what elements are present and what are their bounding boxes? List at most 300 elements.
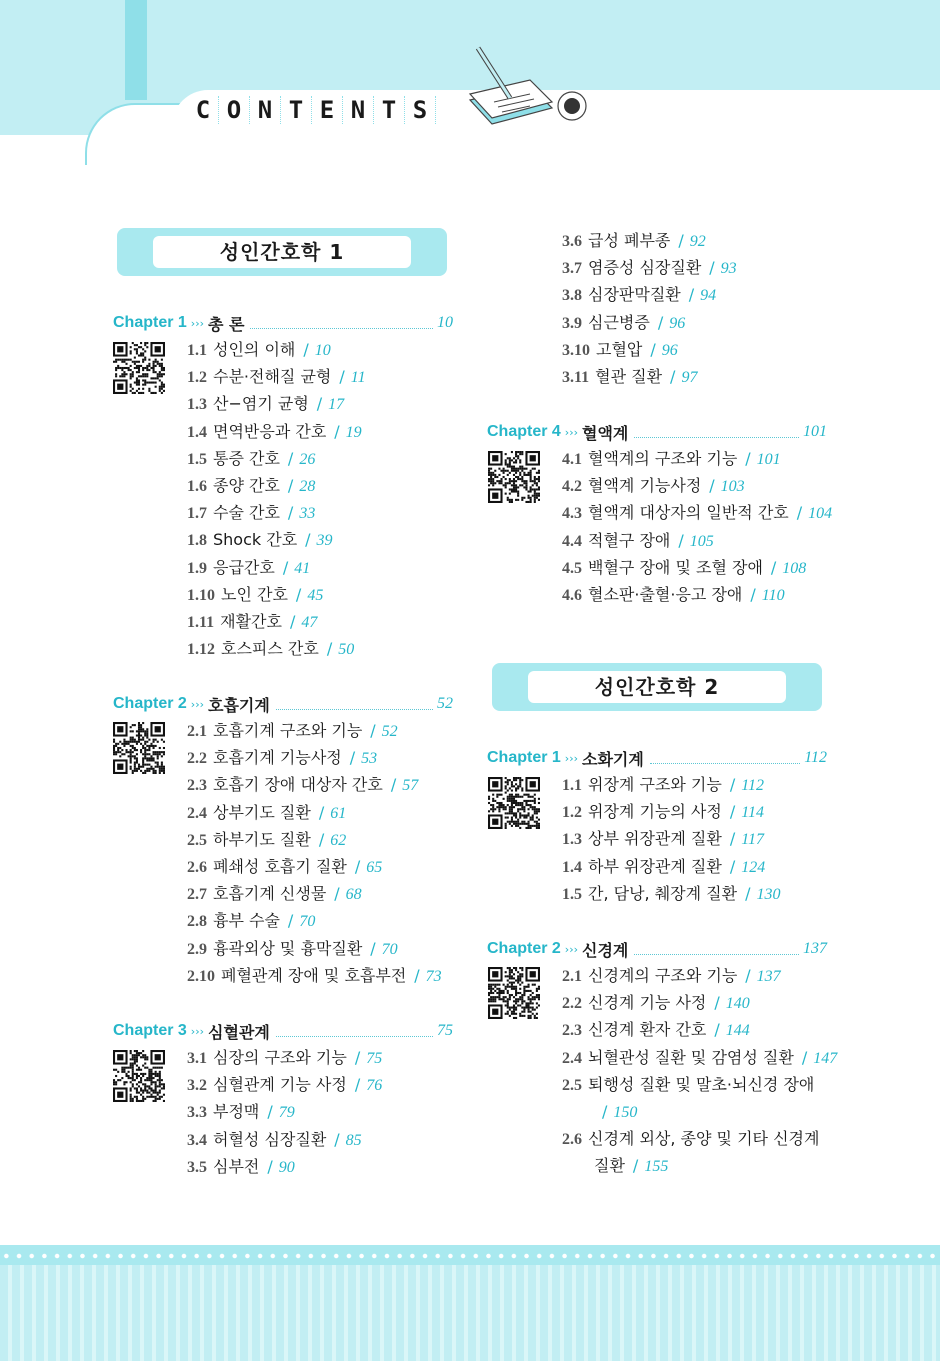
chapter-label: Chapter 3: [113, 1022, 187, 1039]
item-title: 산−염기 균형: [213, 394, 309, 414]
item-title: 흉곽외상 및 흉막질환: [213, 938, 363, 958]
item-title: Shock 간호: [213, 530, 298, 550]
item-number: 2.4: [187, 804, 207, 822]
item-title: 통증 간호: [213, 448, 280, 468]
item-title: 호흡기계 신생물: [213, 884, 327, 904]
item-number: 1.12: [187, 641, 215, 659]
slash-separator: /: [714, 1020, 720, 1040]
item-number: 2.7: [187, 886, 207, 904]
qr-code-icon[interactable]: [113, 342, 165, 394]
item-page: 26: [299, 450, 316, 468]
slash-separator: /: [267, 1102, 273, 1122]
item-page: 62: [330, 831, 347, 849]
qr-code-icon[interactable]: [488, 967, 540, 1019]
slash-separator: /: [354, 1075, 361, 1095]
item-number: 1.1: [187, 342, 207, 359]
item-page: 150: [613, 1104, 638, 1121]
item-title-wrap: 질환: [594, 1156, 625, 1176]
slash-separator: /: [770, 557, 777, 577]
item-page: 108: [782, 559, 807, 577]
chapter-label: Chapter 1: [487, 749, 561, 766]
toc-item[interactable]: [187, 1100, 295, 1124]
toc-item[interactable]: [562, 556, 806, 580]
item-number: 2.2: [562, 995, 582, 1013]
item-page: 104: [808, 505, 833, 523]
slash-separator: /: [349, 748, 356, 768]
slash-separator: /: [287, 476, 294, 495]
item-title: 백혈구 장애 및 조혈 장애: [588, 557, 763, 577]
toc-item[interactable]: [187, 937, 398, 961]
toc-item[interactable]: [562, 964, 781, 988]
item-title: 흉부 수술: [213, 911, 280, 931]
part1-title-box: [117, 228, 447, 276]
item-number: 1.8: [187, 532, 207, 550]
contents-letter: T: [374, 96, 405, 124]
toc-item[interactable]: [562, 1018, 750, 1042]
item-page: 17: [328, 396, 345, 414]
chevrons-icon: ›››: [564, 942, 578, 956]
slash-separator: /: [414, 965, 420, 985]
toc-item-continuation: [594, 1154, 668, 1178]
chapter-page: 101: [803, 423, 827, 440]
item-page: 140: [725, 995, 750, 1013]
toc-item[interactable]: [562, 991, 750, 1015]
item-page: 76: [366, 1077, 383, 1095]
item-number: 2.6: [562, 1131, 582, 1149]
chapter-label: Chapter 4: [487, 423, 561, 440]
toc-item[interactable]: [562, 882, 780, 906]
chapter-heading[interactable]: [487, 747, 827, 769]
slash-separator: /: [729, 775, 736, 794]
contents-letter: S: [405, 96, 436, 124]
item-number: 3.3: [187, 1104, 207, 1122]
toc-item[interactable]: [187, 447, 315, 471]
item-number: 1.4: [187, 423, 207, 441]
toc-item[interactable]: [187, 1155, 295, 1179]
chapter-page: 10: [437, 314, 453, 331]
slash-separator: /: [709, 476, 715, 496]
slash-separator: /: [303, 340, 309, 359]
chevrons-icon: ›››: [190, 697, 204, 711]
item-page: 47: [301, 614, 318, 631]
item-number: 2.8: [187, 913, 207, 931]
item-number: 2.5: [187, 831, 207, 849]
toc-item[interactable]: [187, 1128, 362, 1152]
item-number: 4.6: [562, 587, 582, 604]
chevrons-icon: ›››: [564, 425, 578, 439]
item-title: 면역반응과 간호: [213, 421, 327, 441]
item-page: 117: [741, 831, 765, 849]
item-title: 퇴행성 질환 및 말초·뇌신경 장애: [588, 1074, 815, 1094]
item-title: 심장판막질환: [588, 285, 681, 305]
toc-item[interactable]: [187, 365, 366, 389]
item-page: 39: [316, 532, 333, 550]
slash-separator: /: [295, 584, 302, 604]
item-number: 3.5: [187, 1158, 207, 1176]
slash-separator: /: [678, 530, 684, 550]
item-number: 1.11: [187, 614, 215, 631]
item-page: 155: [644, 1158, 669, 1176]
slash-separator: /: [287, 911, 294, 931]
item-title: 성인의 이해: [213, 340, 296, 359]
item-number: 2.10: [187, 967, 215, 985]
item-number: 4.1: [562, 451, 582, 468]
item-number: 3.9: [562, 314, 582, 332]
toc-item[interactable]: [562, 773, 764, 797]
toc-item[interactable]: [187, 583, 323, 607]
toc-item[interactable]: [562, 855, 765, 879]
item-page: 57: [402, 777, 419, 795]
toc-item[interactable]: [187, 1046, 382, 1070]
slash-separator: /: [282, 557, 289, 577]
qr-code-icon[interactable]: [488, 451, 540, 503]
toc-item[interactable]: [187, 828, 346, 852]
item-title: 혈액계 기능사정: [588, 476, 702, 496]
item-number: 1.1: [562, 777, 582, 794]
item-title: 허혈성 심장질환: [213, 1129, 327, 1149]
slash-separator: /: [729, 829, 736, 849]
chapter-heading[interactable]: [113, 693, 453, 715]
slash-separator: /: [678, 231, 684, 250]
item-title: 혈액계 대상자의 일반적 간호: [588, 503, 789, 523]
item-number: 1.10: [187, 586, 215, 604]
item-title: 심혈관계 기능 사정: [213, 1075, 347, 1095]
item-page: 101: [756, 451, 781, 468]
item-page: 144: [725, 1022, 750, 1040]
toc-item[interactable]: [562, 229, 706, 253]
item-title: 신경계 외상, 종양 및 기타 신경계: [588, 1129, 820, 1149]
item-number: 2.3: [562, 1022, 582, 1040]
slash-separator: /: [729, 802, 736, 822]
slash-separator: /: [602, 1102, 608, 1121]
toc-item[interactable]: [187, 501, 315, 525]
item-title: 혈액계의 구조와 기능: [588, 449, 738, 468]
item-title: 신경계 기능 사정: [588, 993, 707, 1013]
item-page: 50: [338, 641, 355, 659]
slash-separator: /: [709, 258, 715, 278]
slash-separator: /: [632, 1156, 639, 1176]
chapter-page: 75: [437, 1022, 453, 1039]
item-number: 1.5: [562, 885, 582, 903]
item-title: 수분·전해질 균형: [213, 367, 332, 387]
item-title: 혈관 질환: [595, 367, 663, 386]
item-page: 61: [330, 804, 347, 822]
slash-separator: /: [339, 367, 345, 387]
contents-letter: N: [343, 96, 374, 124]
item-page: 53: [361, 750, 378, 768]
contents-letter: N: [250, 96, 281, 124]
item-number: 2.6: [187, 859, 207, 876]
slash-separator: /: [334, 1129, 340, 1149]
item-number: 1.9: [187, 559, 207, 577]
item-title: 재활간호: [220, 612, 282, 631]
toc-item[interactable]: [562, 1127, 819, 1151]
item-page: 10: [314, 342, 331, 359]
toc-item[interactable]: [187, 746, 377, 770]
qr-code-icon[interactable]: [488, 777, 540, 829]
item-number: 1.2: [562, 804, 582, 822]
item-number: 3.6: [562, 233, 582, 250]
header-accent-bar: [125, 0, 147, 100]
item-page: 73: [425, 967, 442, 985]
item-page: 68: [345, 886, 362, 904]
item-page: 90: [278, 1158, 295, 1176]
contents-letter: T: [281, 96, 312, 124]
item-page: 33: [299, 505, 316, 523]
toc-item[interactable]: [187, 637, 354, 661]
item-page: 110: [761, 587, 785, 604]
item-title: 상부기도 질환: [213, 802, 311, 822]
toc-item[interactable]: [562, 827, 764, 851]
toc-item[interactable]: [187, 556, 310, 580]
chapter-page: 52: [437, 695, 453, 712]
chevrons-icon: ›››: [564, 751, 578, 765]
item-page: 79: [278, 1104, 295, 1122]
slash-separator: /: [390, 775, 397, 795]
item-number: 2.3: [187, 777, 207, 795]
qr-code-icon[interactable]: [113, 722, 165, 774]
toc-item[interactable]: [187, 855, 382, 879]
slash-separator: /: [670, 367, 676, 386]
slash-separator: /: [657, 312, 664, 332]
qr-code-icon[interactable]: [113, 1050, 165, 1102]
chapter-heading[interactable]: [487, 421, 827, 443]
item-page: 103: [720, 478, 745, 496]
item-title: 노인 간호: [221, 584, 288, 604]
toc-item[interactable]: [562, 1046, 837, 1070]
toc-item[interactable]: [562, 256, 737, 280]
chapter-label: Chapter 2: [487, 940, 561, 957]
slash-separator: /: [318, 802, 325, 822]
item-page: 70: [299, 913, 316, 931]
item-title: 신경계 환자 간호: [588, 1020, 707, 1040]
part1-title: 성인간호학 1: [153, 236, 411, 268]
chapter-label: Chapter 1: [113, 314, 187, 331]
slash-separator: /: [334, 421, 340, 441]
chapter-name: 신경계: [582, 940, 629, 960]
toc-item[interactable]: [187, 964, 442, 988]
item-page: 147: [813, 1049, 838, 1067]
slash-separator: /: [287, 448, 294, 468]
item-page: 41: [294, 559, 311, 577]
item-page: 19: [345, 423, 362, 441]
toc-item[interactable]: [562, 283, 716, 307]
item-number: 3.10: [562, 341, 590, 359]
slash-separator: /: [745, 883, 751, 903]
toc-item[interactable]: [187, 1073, 382, 1097]
item-number: 4.3: [562, 505, 582, 523]
item-title: 심근병증: [588, 312, 650, 332]
toc-item[interactable]: [562, 501, 832, 525]
toc-item[interactable]: [187, 338, 331, 362]
item-number: 1.3: [562, 831, 582, 849]
item-number: 4.5: [562, 559, 582, 577]
chevrons-icon: ›››: [190, 316, 204, 330]
item-title: 호흡기계 구조와 기능: [213, 721, 363, 740]
item-number: 3.1: [187, 1050, 207, 1067]
slash-separator: /: [354, 1048, 361, 1067]
item-number: 1.5: [187, 450, 207, 468]
item-page: 124: [741, 858, 766, 876]
item-number: 1.7: [187, 505, 207, 523]
item-number: 2.2: [187, 750, 207, 768]
item-number: 2.4: [562, 1049, 582, 1067]
item-number: 2.1: [562, 968, 582, 985]
item-title: 고혈압: [596, 339, 643, 359]
item-page: 112: [741, 777, 765, 794]
item-title: 위장계 구조와 기능: [588, 775, 722, 794]
toc-item[interactable]: [187, 719, 398, 743]
item-page: 65: [366, 859, 383, 876]
chapter-name: 혈액계: [582, 423, 629, 443]
slash-separator: /: [650, 339, 656, 359]
item-number: 1.3: [187, 396, 207, 414]
chapter-name: 심혈관계: [208, 1022, 270, 1042]
leader-dots: [634, 944, 799, 955]
toc-item[interactable]: [562, 800, 764, 824]
toc-item[interactable]: [562, 447, 781, 471]
toc-item[interactable]: [187, 801, 346, 825]
slash-separator: /: [287, 503, 294, 523]
item-number: 1.6: [187, 478, 207, 495]
footer-dots: [0, 1253, 940, 1259]
item-page: 137: [756, 968, 781, 985]
toc-item[interactable]: [562, 338, 678, 362]
item-title: 폐혈관계 장애 및 호흡부전: [221, 965, 407, 985]
item-page: 92: [689, 233, 706, 250]
slash-separator: /: [318, 829, 325, 849]
slash-separator: /: [354, 857, 361, 876]
item-title: 염증성 심장질환: [588, 258, 702, 278]
toc-item[interactable]: [562, 474, 745, 498]
item-title: 뇌혈관성 질환 및 감염성 질환: [588, 1047, 794, 1067]
toc-item[interactable]: [187, 909, 315, 933]
chapter-heading[interactable]: [113, 312, 453, 334]
item-number: 2.9: [187, 940, 207, 958]
leader-dots: [276, 699, 433, 710]
item-title: 종양 간호: [213, 476, 280, 495]
item-page: 52: [381, 723, 398, 740]
slash-separator: /: [796, 503, 803, 523]
contents-letter: E: [312, 96, 343, 124]
chapter-name: 소화기계: [582, 749, 644, 769]
toc-item[interactable]: [187, 528, 333, 552]
item-title: 혈소판·출혈·응고 장애: [588, 585, 743, 604]
item-title: 호흡기계 기능사정: [213, 748, 342, 768]
slash-separator: /: [289, 612, 296, 631]
chapter-page: 137: [803, 940, 827, 957]
item-page: 93: [720, 260, 737, 278]
toc-item[interactable]: [187, 610, 317, 634]
toc-item[interactable]: [562, 529, 714, 553]
item-title: 폐쇄성 호흡기 질환: [213, 857, 347, 876]
slash-separator: /: [714, 993, 720, 1013]
slash-separator: /: [370, 721, 376, 740]
item-page: 28: [299, 478, 316, 495]
book-pen-illustration-icon: [460, 42, 590, 132]
item-title: 급성 폐부종: [588, 231, 671, 250]
chapter-heading[interactable]: [113, 1020, 453, 1042]
chapter-label: Chapter 2: [113, 695, 187, 712]
item-title: 응급간호: [213, 557, 275, 577]
item-page: 96: [661, 341, 678, 359]
item-title: 심부전: [213, 1156, 260, 1176]
item-title: 수술 간호: [213, 503, 280, 523]
chevrons-icon: ›››: [190, 1024, 204, 1038]
toc-item-continuation: [594, 1100, 637, 1124]
item-page: 94: [700, 287, 717, 305]
item-title: 상부 위장관계 질환: [588, 829, 722, 849]
toc-item[interactable]: [187, 474, 315, 498]
item-number: 3.2: [187, 1077, 207, 1095]
slash-separator: /: [745, 966, 751, 985]
item-page: 11: [350, 369, 366, 387]
toc-item[interactable]: [187, 882, 362, 906]
item-number: 1.2: [187, 369, 207, 387]
toc-item[interactable]: [187, 773, 418, 797]
item-page: 97: [681, 369, 698, 386]
toc-item[interactable]: [187, 420, 362, 444]
slash-separator: /: [370, 938, 376, 958]
item-title: 하부기도 질환: [213, 829, 311, 849]
chapter-heading[interactable]: [487, 938, 827, 960]
item-number: 4.2: [562, 478, 582, 496]
slash-separator: /: [326, 639, 333, 659]
toc-item[interactable]: [562, 311, 685, 335]
item-title: 부정맥: [213, 1102, 260, 1122]
leader-dots: [276, 1026, 433, 1037]
item-number: 2.5: [562, 1076, 582, 1094]
slash-separator: /: [688, 285, 695, 305]
item-page: 85: [345, 1131, 362, 1149]
toc-item[interactable]: [562, 365, 697, 389]
slash-separator: /: [334, 884, 340, 904]
item-title: 호스피스 간호: [221, 639, 319, 659]
contents-heading: [188, 96, 436, 124]
chapter-name: 총 론: [208, 314, 245, 334]
slash-separator: /: [745, 449, 751, 468]
slash-separator: /: [729, 856, 736, 876]
item-page: 75: [366, 1050, 383, 1067]
item-number: 4.4: [562, 532, 582, 550]
slash-separator: /: [750, 585, 756, 604]
item-number: 3.8: [562, 287, 582, 305]
item-page: 130: [756, 885, 781, 903]
item-page: 45: [307, 586, 324, 604]
item-number: 3.4: [187, 1131, 207, 1149]
item-number: 3.11: [562, 369, 590, 386]
leader-dots: [650, 753, 800, 764]
chapter-page: 112: [804, 749, 827, 766]
contents-letter: C: [188, 96, 219, 124]
item-number: 2.1: [187, 723, 207, 740]
item-title: 적혈구 장애: [588, 530, 671, 550]
part2-title: 성인간호학 2: [528, 671, 786, 703]
leader-dots: [250, 318, 433, 329]
item-title: 신경계의 구조와 기능: [588, 966, 738, 985]
slash-separator: /: [801, 1047, 808, 1067]
toc-item[interactable]: [187, 392, 344, 416]
part2-title-box: [492, 663, 822, 711]
item-title: 위장계 기능의 사정: [588, 802, 722, 822]
toc-item[interactable]: [562, 1073, 814, 1097]
item-number: 3.7: [562, 260, 582, 278]
slash-separator: /: [305, 530, 311, 550]
toc-item[interactable]: [562, 583, 785, 607]
item-title: 간, 담낭, 췌장계 질환: [588, 883, 738, 903]
item-number: 1.4: [562, 858, 582, 876]
item-title: 하부 위장관계 질환: [588, 856, 722, 876]
